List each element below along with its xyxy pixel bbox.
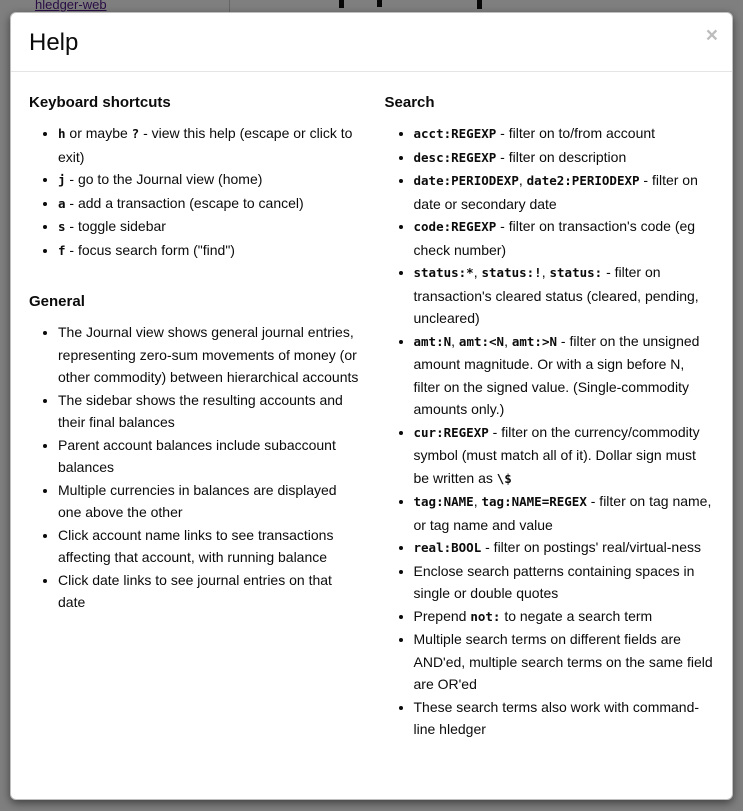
list-item xyxy=(414,261,715,330)
code-term: cur:REGEXP xyxy=(413,424,489,440)
list-item xyxy=(58,192,359,216)
search-heading: Search xyxy=(384,94,435,111)
text-run: - filter on description xyxy=(496,148,627,165)
text-run: - add a transaction (escape to cancel) xyxy=(65,194,304,211)
text-run: , xyxy=(451,332,459,349)
modal-title: Help xyxy=(29,29,79,56)
list-item xyxy=(414,536,715,560)
text-run: , xyxy=(518,172,527,188)
text-run: - filter on transaction's code (eg check number) xyxy=(413,218,696,258)
code-term: s xyxy=(58,219,66,234)
code-term: date:PERIODEXP xyxy=(413,173,519,188)
text-run: - filter on transaction's cleared status (cleared, pending, uncleared) xyxy=(413,264,699,326)
list-item xyxy=(58,479,359,524)
list-item xyxy=(414,146,715,170)
code-term: date2:PERIODEXP xyxy=(526,173,640,188)
text-run: - filter on the currency/commodity symbol (must match all of it). Dollar sign must be written as xyxy=(413,423,700,486)
text-run: Click account name links to see transactions affecting that account, with running balance xyxy=(58,526,334,565)
text-run: Parent account balances include subaccount balances xyxy=(58,436,336,475)
list-item xyxy=(58,215,359,239)
help-modal xyxy=(10,12,733,800)
code-term: j xyxy=(58,172,66,187)
list-item xyxy=(58,389,359,434)
modal-body xyxy=(11,72,732,771)
code-term: \$ xyxy=(496,470,512,486)
list-item xyxy=(414,421,715,491)
text-run: Multiple search terms on different fields are AND'ed, multiple search terms on the same field are OR'ed xyxy=(413,631,713,692)
code-term: code:REGEXP xyxy=(413,219,497,234)
code-term: amt:>N xyxy=(511,333,558,349)
text-run: or maybe xyxy=(65,125,132,141)
text-run: , xyxy=(504,332,512,349)
list-item xyxy=(58,321,359,389)
list-item xyxy=(414,330,715,421)
list-item xyxy=(414,605,715,629)
list-item xyxy=(58,168,359,192)
list-item xyxy=(414,560,715,605)
left-column xyxy=(16,94,372,741)
text-run: The sidebar shows the resulting accounts and their final balances xyxy=(58,391,343,430)
list-item xyxy=(58,122,359,168)
code-term: amt:N xyxy=(413,333,452,349)
list-item xyxy=(58,569,359,614)
text-run: - go to the Journal view (home) xyxy=(65,171,263,187)
code-term: real:BOOL xyxy=(413,540,482,555)
right-column xyxy=(372,94,728,741)
text-run: These search terms also work with command-line hledger xyxy=(413,698,700,737)
code-term: f xyxy=(58,242,66,258)
close-button[interactable] xyxy=(706,25,718,46)
shortcuts-list xyxy=(29,122,359,262)
text-run: Prepend xyxy=(413,607,471,624)
list-item xyxy=(58,524,359,569)
general-list xyxy=(29,321,359,614)
code-term: tag:NAME=REGEX xyxy=(481,494,587,509)
text-run: - filter on the unsigned amount magnitude. Or with a sign before N, filter on the signed value. (Single-commodity amounts only.) xyxy=(413,332,700,417)
code-term: status:* xyxy=(413,265,474,280)
code-term: a xyxy=(58,195,66,211)
code-term: not: xyxy=(470,608,501,624)
list-item xyxy=(414,169,715,215)
list-item xyxy=(414,490,715,536)
modal-header xyxy=(11,13,732,72)
code-term: tag:NAME xyxy=(413,494,474,509)
code-term: amt:<N xyxy=(458,333,505,349)
text-run: , xyxy=(473,493,482,509)
list-item xyxy=(414,215,715,261)
text-run: Click date links to see journal entries on that date xyxy=(58,571,332,610)
text-run: - toggle sidebar xyxy=(65,218,166,234)
code-term: status: xyxy=(549,265,603,280)
list-item xyxy=(58,434,359,479)
search-list xyxy=(385,122,715,741)
code-term: acct:REGEXP xyxy=(413,126,497,141)
text-run: - filter on tag name, or tag name and value xyxy=(413,493,712,533)
code-term: ? xyxy=(131,126,140,141)
close-icon: × xyxy=(705,24,718,47)
text-run: , xyxy=(473,264,482,280)
list-item xyxy=(58,239,359,263)
text-run: , xyxy=(541,264,550,280)
code-term: h xyxy=(58,126,66,141)
list-item xyxy=(414,628,715,696)
text-run: - filter on postings' real/virtual-ness xyxy=(481,539,701,555)
text-run: to negate a search term xyxy=(500,607,653,624)
list-item xyxy=(414,122,715,146)
text-run: Multiple currencies in balances are displayed one above the other xyxy=(58,481,337,520)
text-run: - view this help (escape or click to exit) xyxy=(58,125,353,165)
shortcuts-heading: Keyboard shortcuts xyxy=(29,94,171,111)
code-term: status:! xyxy=(481,265,542,280)
code-term: desc:REGEXP xyxy=(413,149,497,165)
list-item xyxy=(414,696,715,741)
text-run: The Journal view shows general journal entries, representing zero-sum movements of money (or other commodity) between hierarchical accounts xyxy=(58,324,359,385)
text-run: Enclose search patterns containing spaces in single or double quotes xyxy=(413,562,695,601)
text-run: - filter on date or secondary date xyxy=(413,172,698,212)
text-run: - filter on to/from account xyxy=(496,125,656,141)
general-heading: General xyxy=(29,293,85,310)
text-run: - focus search form ("find") xyxy=(65,241,235,258)
